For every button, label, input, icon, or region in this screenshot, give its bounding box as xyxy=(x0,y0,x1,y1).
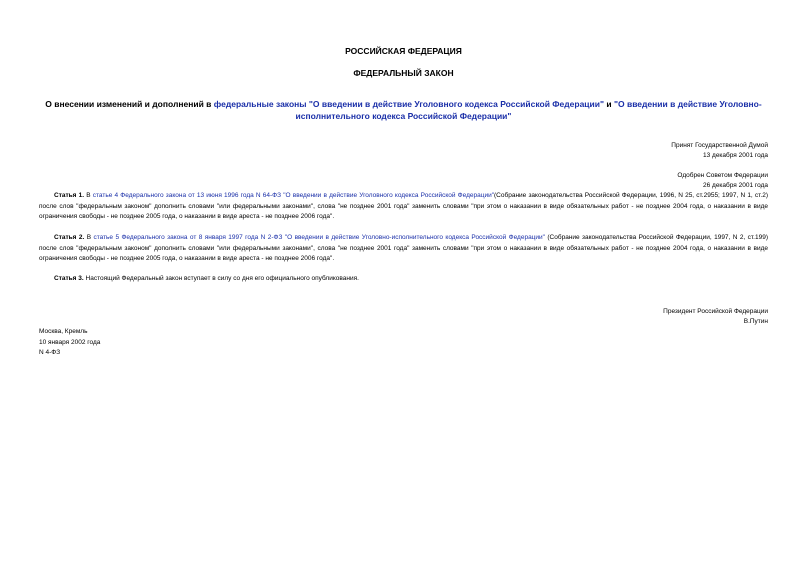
article-3-text: Настоящий Федеральный закон вступает в силу со дня его официального опубликования. xyxy=(83,275,359,282)
signature-name: В.Путин xyxy=(743,318,768,325)
footer-number: N 4-ФЗ xyxy=(39,349,61,356)
duma-adoption-date: 13 декабря 2001 года xyxy=(702,152,768,159)
council-approval-date: 26 декабря 2001 года xyxy=(702,182,768,189)
article-2-label: Статья 2. xyxy=(54,234,85,241)
law-title-middle: и xyxy=(604,99,614,109)
duma-adoption-line1: Принят Государственной Думой xyxy=(671,142,768,149)
council-approval-line1: Одобрен Советом Федерации xyxy=(677,172,768,179)
signature-block xyxy=(663,307,768,327)
article-3 xyxy=(39,274,768,285)
article-2-link[interactable]: статье 5 Федерального закона от 8 января 1997 года N 2-ФЗ "О введении в действие Уголовно-исполнительного кодекса Российской Федерации" xyxy=(93,234,545,241)
article-2-text: (Собрание законодательства Российской Федерации, 1997, N 2, ст.199) после слов "федеральным законом" дополнить словами "или федеральными законами", слова "не позднее 2001 года" заменить словами "при этом о наказании в виде обязательных работ - не позднее 2004 года, о наказании в виде ограничения свободы - не позднее 2005 года, о наказании в виде ареста - не позднее 2006 года". xyxy=(39,234,768,262)
doc-type-heading: ФЕДЕРАЛЬНЫЙ ЗАКОН xyxy=(353,68,454,78)
law-title-prefix: О внесении изменений и дополнений в xyxy=(45,99,214,109)
article-1-link[interactable]: статье 4 Федерального закона от 13 июня 1996 года N 64-ФЗ "О введении в действие Уголовного кодекса Российской Федерации" xyxy=(92,192,495,199)
law-title-link-penal-code[interactable]: "О введении в действие Уголовно-исполнительного кодекса Российской Федерации" xyxy=(295,99,762,121)
article-1 xyxy=(39,191,768,223)
article-3-label: Статья 3. xyxy=(54,275,84,282)
article-1-text: (Собрание законодательства Российской Федерации, 1996, N 25, ст.2955; 1997, N 1, ст.2) после слов "федеральным законом" дополнить словами "или федеральными законами", слова "не позднее 2001 года" заменить словами "при этом о наказании в виде обязательных работ - не позднее 2004 года, о наказании в виде ограничения свободы - не позднее 2005 года, о наказании в виде ареста - не позднее 2006 года". xyxy=(39,192,768,220)
footer-place: Москва, Кремль xyxy=(39,328,88,335)
duma-adoption xyxy=(671,141,768,161)
signature-title: Президент Российской Федерации xyxy=(663,308,768,315)
footer-block xyxy=(39,327,100,359)
article-2 xyxy=(39,233,768,265)
article-2-pre: В xyxy=(84,234,94,241)
country-heading: РОССИЙСКАЯ ФЕДЕРАЦИЯ xyxy=(345,46,462,56)
article-1-pre: В xyxy=(84,192,93,199)
footer-date: 10 января 2002 года xyxy=(39,338,101,346)
law-title-link-criminal-code[interactable]: федеральные законы "О введении в действие Уголовного кодекса Российской Федерации" xyxy=(213,99,605,109)
council-approval xyxy=(677,171,768,191)
law-title xyxy=(40,98,767,122)
article-1-label: Статья 1. xyxy=(54,192,85,199)
